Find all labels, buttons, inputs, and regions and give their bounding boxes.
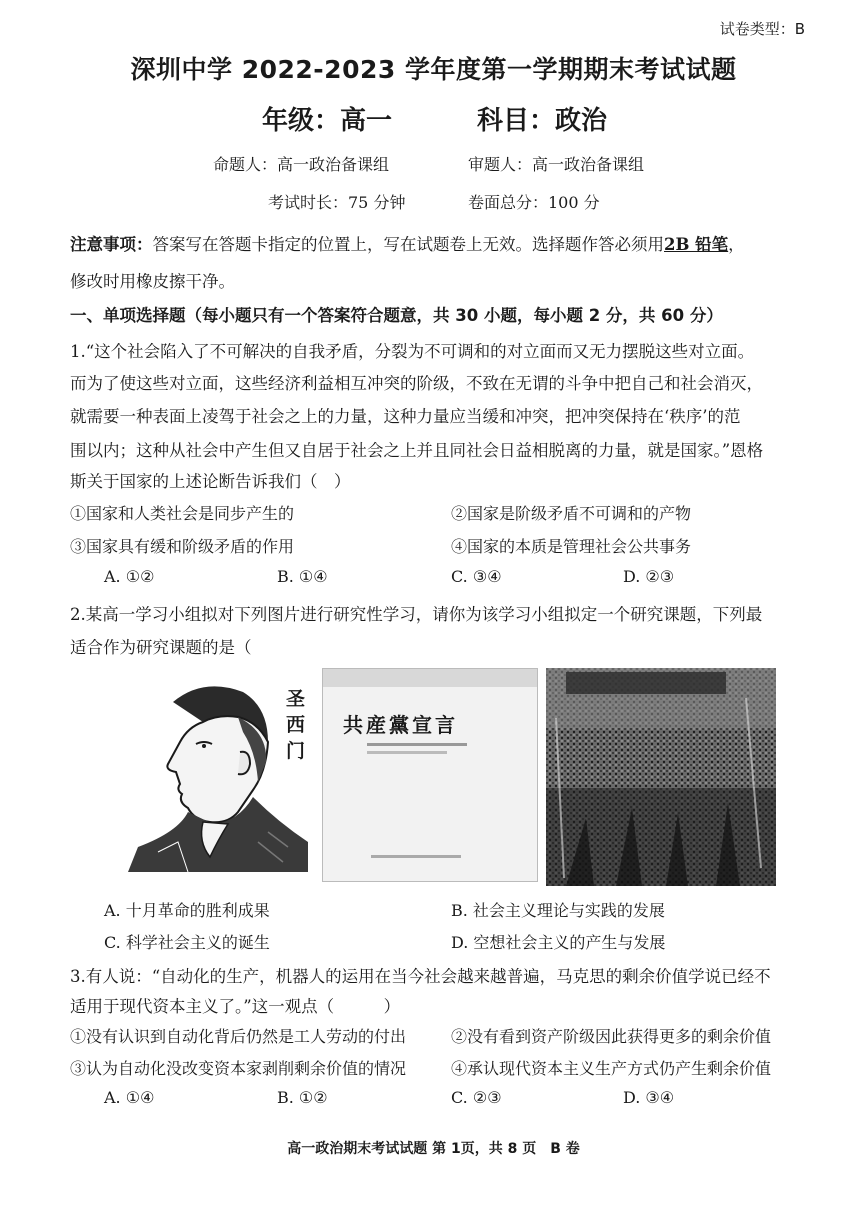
q1-statement: ④国家的本质是管理社会公共事务 xyxy=(451,537,692,556)
q3-option-d: D. ③④ xyxy=(623,1088,675,1107)
q3-stem-line: 适用于现代资本主义了。”这一观点（ ） xyxy=(70,997,401,1016)
q2-stem-line: 适合作为研究课题的是（ xyxy=(70,638,252,657)
q1-option-d: D. ②③ xyxy=(623,567,675,586)
q1-stem-line: 而为了使这些对立面，这些经济利益相互冲突的阶级，不致在无谓的斗争中把自己和社会消灭， xyxy=(70,374,763,393)
notice-label: 注意事项： xyxy=(70,235,153,254)
notice-text-1-end: ， xyxy=(728,235,745,254)
q2-option-a: A. 十月革命的胜利成果 xyxy=(104,901,270,920)
revolution-scene xyxy=(546,668,776,886)
q1-stem-line: 斯关于国家的上述论断告诉我们（ ） xyxy=(70,472,351,491)
q2-option-d: D. 空想社会主义的产生与发展 xyxy=(451,933,666,952)
q2-stem-line: 2.某高一学习小组拟对下列图片进行研究性学习，请你为该学习小组拟定一个研究课题，下列最 xyxy=(70,605,763,624)
notice-line-1 xyxy=(70,231,745,255)
q1-stem-line: 就需要一种表面上凌驾于社会之上的力量，这种力量应当缓和冲突，把冲突保持在‘秩序’的范 xyxy=(70,407,741,426)
q1-statement: ①国家和人类社会是同步产生的 xyxy=(70,504,295,523)
notice-line-2: 修改时用橡皮擦干净。 xyxy=(70,272,235,291)
q1-option-a: A. ①② xyxy=(104,567,155,586)
q3-option-c: C. ②③ xyxy=(451,1088,502,1107)
q3-option-a: A. ①④ xyxy=(104,1088,155,1107)
setter-label: 命题人：高一政治备课组 xyxy=(213,155,390,174)
q3-statement: ④承认现代资本主义生产方式仍产生剩余价值 xyxy=(451,1059,772,1078)
total-score-label: 卷面总分：100 分 xyxy=(468,193,600,212)
publisher-mark xyxy=(371,855,461,858)
saint-simon-portrait xyxy=(118,672,318,872)
q1-option-b: B. ①④ xyxy=(277,567,328,586)
cover-subtitle-mark xyxy=(367,751,447,754)
book-title: 共産黨宣言 xyxy=(343,713,458,737)
reviewer-label: 审题人：高一政治备课组 xyxy=(468,155,645,174)
q1-stem-line: 1.“这个社会陷入了不可解决的自我矛盾，分裂为不可调和的对立面而又无力摆脱这些对立面。 xyxy=(70,342,755,361)
q3-stem-line: 3.有人说：“自动化的生产，机器人的运用在当今社会越来越普遍，马克思的剩余价值学说已经不 xyxy=(70,967,771,986)
notice-text-1: 答案写在答题卡指定的位置上，写在试题卷上无效。选择题作答必须用 xyxy=(152,235,664,254)
q2-option-c: C. 科学社会主义的诞生 xyxy=(104,933,270,952)
q3-statement: ③认为自动化没改变资本家剥削剩余价值的情况 xyxy=(70,1059,407,1078)
pencil-text: 2B 铅笔 xyxy=(664,235,729,254)
cover-subtitle-mark xyxy=(367,743,467,746)
q1-stem-line: 围以内；这种从社会中产生但又自居于社会之上并且同社会日益相脱离的力量，就是国家。”恩格 xyxy=(70,441,764,460)
duration-label: 考试时长：75 分钟 xyxy=(268,193,406,212)
q1-statement: ③国家具有缓和阶级矛盾的作用 xyxy=(70,537,295,556)
section-title: 一、单项选择题（每小题只有一个答案符合题意，共 30 小题，每小题 2 分，共 60 分） xyxy=(70,306,723,325)
cover-top-band xyxy=(323,669,537,687)
portrait-label: 圣西门 xyxy=(286,688,306,762)
paper-type: 试卷类型：B xyxy=(719,20,805,38)
q2-option-b: B. 社会主义理论与实践的发展 xyxy=(451,901,665,920)
q3-statement: ①没有认识到自动化背后仍然是工人劳动的付出 xyxy=(70,1027,407,1046)
grade-label: 年级：高一 xyxy=(262,106,393,136)
q3-option-b: B. ①② xyxy=(277,1088,328,1107)
manifesto-cover xyxy=(322,668,538,882)
q1-option-c: C. ③④ xyxy=(451,567,502,586)
crowd-drawing xyxy=(546,668,776,886)
page-footer: 高一政治期末考试试题 第 1页，共 8 页 B 卷 xyxy=(287,1141,580,1157)
exam-title: 深圳中学 2022-2023 学年度第一学期期末考试试题 xyxy=(130,55,737,84)
q3-statement: ②没有看到资产阶级因此获得更多的剩余价值 xyxy=(451,1027,772,1046)
subject-label: 科目：政治 xyxy=(477,106,608,136)
q1-statement: ②国家是阶级矛盾不可调和的产物 xyxy=(451,504,692,523)
